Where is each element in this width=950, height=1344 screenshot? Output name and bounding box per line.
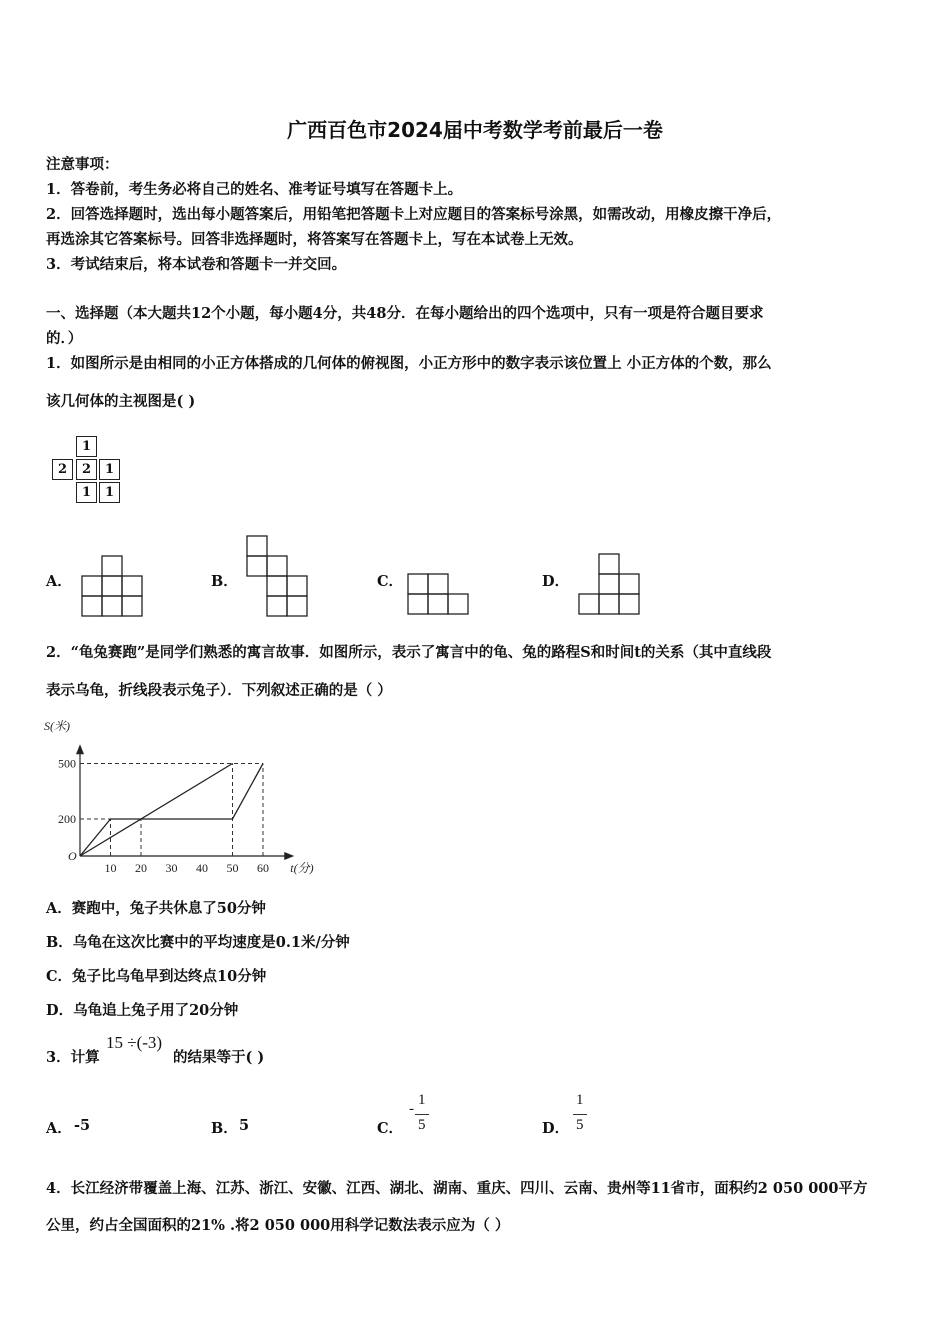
option-b-label: B． xyxy=(211,1120,238,1137)
y-axis-label: S(米) xyxy=(44,719,70,733)
y-axis-arrow xyxy=(76,744,84,754)
option-d-label: D． xyxy=(542,573,570,590)
option-c-sign: - xyxy=(409,1101,414,1117)
option-b-value: 5 xyxy=(239,1117,250,1134)
grid-cell: 1 xyxy=(99,482,120,503)
question-3-prefix: 3．计算 xyxy=(46,1049,100,1066)
question-1-text: 1．如图所示是由相同的小正方体搭成的几何体的俯视图，小正方形中的数字表示该位置上 小正方体的个数，那么 xyxy=(46,355,772,372)
question-2-text-cont: 表示乌龟，折线段表示兔子）．下列叙述正确的是（ ） xyxy=(46,682,392,699)
question-2-option-b: B．乌龟在这次比赛中的平均速度是0.1米/分钟 xyxy=(46,934,350,951)
question-2-option-a: A．赛跑中，兔子共休息了50分钟 xyxy=(46,900,266,917)
question-1-text-cont: 该几何体的主视图是( ) xyxy=(46,393,196,410)
option-d-label: D． xyxy=(542,1120,570,1137)
question-4-text-cont: 公里，约占全国面积的21% .将2 050 000用科学记数法表示应为（ ） xyxy=(46,1217,510,1234)
x-axis-label: t(分) xyxy=(290,861,314,875)
x-tick-label: 30 xyxy=(165,861,178,875)
x-tick-label: 40 xyxy=(196,861,208,875)
series-line-tortoise xyxy=(80,764,233,857)
option-a-value: -5 xyxy=(74,1117,91,1134)
x-tick-label: 60 xyxy=(257,861,269,875)
option-a-label: A． xyxy=(46,573,72,590)
option-a-figure xyxy=(80,554,146,618)
grid-cell: 1 xyxy=(99,459,120,480)
question-2-option-d: D．乌龟追上兔子用了20分钟 xyxy=(46,1002,239,1019)
notice-item: 2．回答选择题时，选出每小题答案后，用铅笔把答题卡上对应题目的答案标号涂黑，如需改动，用橡皮擦干净后， xyxy=(46,206,782,223)
option-c-figure xyxy=(406,572,472,616)
y-tick-label: 500 xyxy=(58,756,76,771)
option-c-label: C． xyxy=(377,573,404,590)
option-b-label: B． xyxy=(211,573,238,590)
notice-item: 1．答卷前，考生务必将自己的姓名、准考证号填写在答题卡上。 xyxy=(46,181,463,198)
option-c-numerator: 1 xyxy=(418,1092,426,1108)
distance-time-chart xyxy=(40,712,330,880)
option-b-figure xyxy=(245,534,311,620)
y-tick-label: 200 xyxy=(58,812,76,826)
option-d-fraction-bar xyxy=(573,1114,587,1115)
question-4-text: 4．长江经济带覆盖上海、江苏、浙江、安徽、江西、湖北、湖南、重庆、四川、云南、贵州等11省市，面积约2 050 000平方 xyxy=(46,1180,868,1197)
grid-cell: 1 xyxy=(76,436,97,457)
page-title: 广西百色市2024届中考数学考前最后一卷 xyxy=(287,118,663,142)
x-tick-label: 20 xyxy=(135,861,147,875)
section-heading-cont: 的．） xyxy=(46,330,83,347)
top-view-grid xyxy=(52,436,132,506)
question-3-expression: 15 ÷(-3) xyxy=(106,1033,163,1052)
option-a-label: A． xyxy=(46,1120,72,1137)
x-tick-label: 50 xyxy=(226,861,239,875)
notice-heading: 注意事项： xyxy=(46,156,119,173)
question-2-text: 2．“龟兔赛跑”是同学们熟悉的寓言故事．如图所示，表示了寓言中的龟、兔的路程S和时间t的关系（其中直线段 xyxy=(46,644,772,661)
grid-cell: 2 xyxy=(76,459,97,480)
section-heading: 一、选择题（本大题共12个小题，每小题4分，共48分．在每小题给出的四个选项中，只有一项是符合题目要求 xyxy=(46,305,764,322)
question-2-option-c: C．兔子比乌龟早到达终点10分钟 xyxy=(46,968,267,985)
x-tick-label: 10 xyxy=(104,861,117,875)
origin-label: O xyxy=(68,849,77,863)
option-d-numerator: 1 xyxy=(576,1092,584,1108)
option-c-denominator: 5 xyxy=(418,1117,426,1133)
notice-item: 再选涂其它答案标号。回答非选择题时，将答案写在答题卡上，写在本试卷上无效。 xyxy=(46,231,583,248)
option-c-label: C． xyxy=(377,1120,404,1137)
grid-cell: 1 xyxy=(76,482,97,503)
notice-item: 3．考试结束后，将本试卷和答题卡一并交回。 xyxy=(46,256,347,273)
grid-cell: 2 xyxy=(52,459,73,480)
question-3-suffix: 的结果等于( ) xyxy=(173,1049,265,1066)
x-axis-arrow xyxy=(284,852,294,860)
option-c-fraction-bar xyxy=(415,1114,429,1115)
option-d-figure xyxy=(577,552,643,618)
option-d-denominator: 5 xyxy=(576,1117,584,1133)
series-line-rabbit xyxy=(80,764,263,857)
